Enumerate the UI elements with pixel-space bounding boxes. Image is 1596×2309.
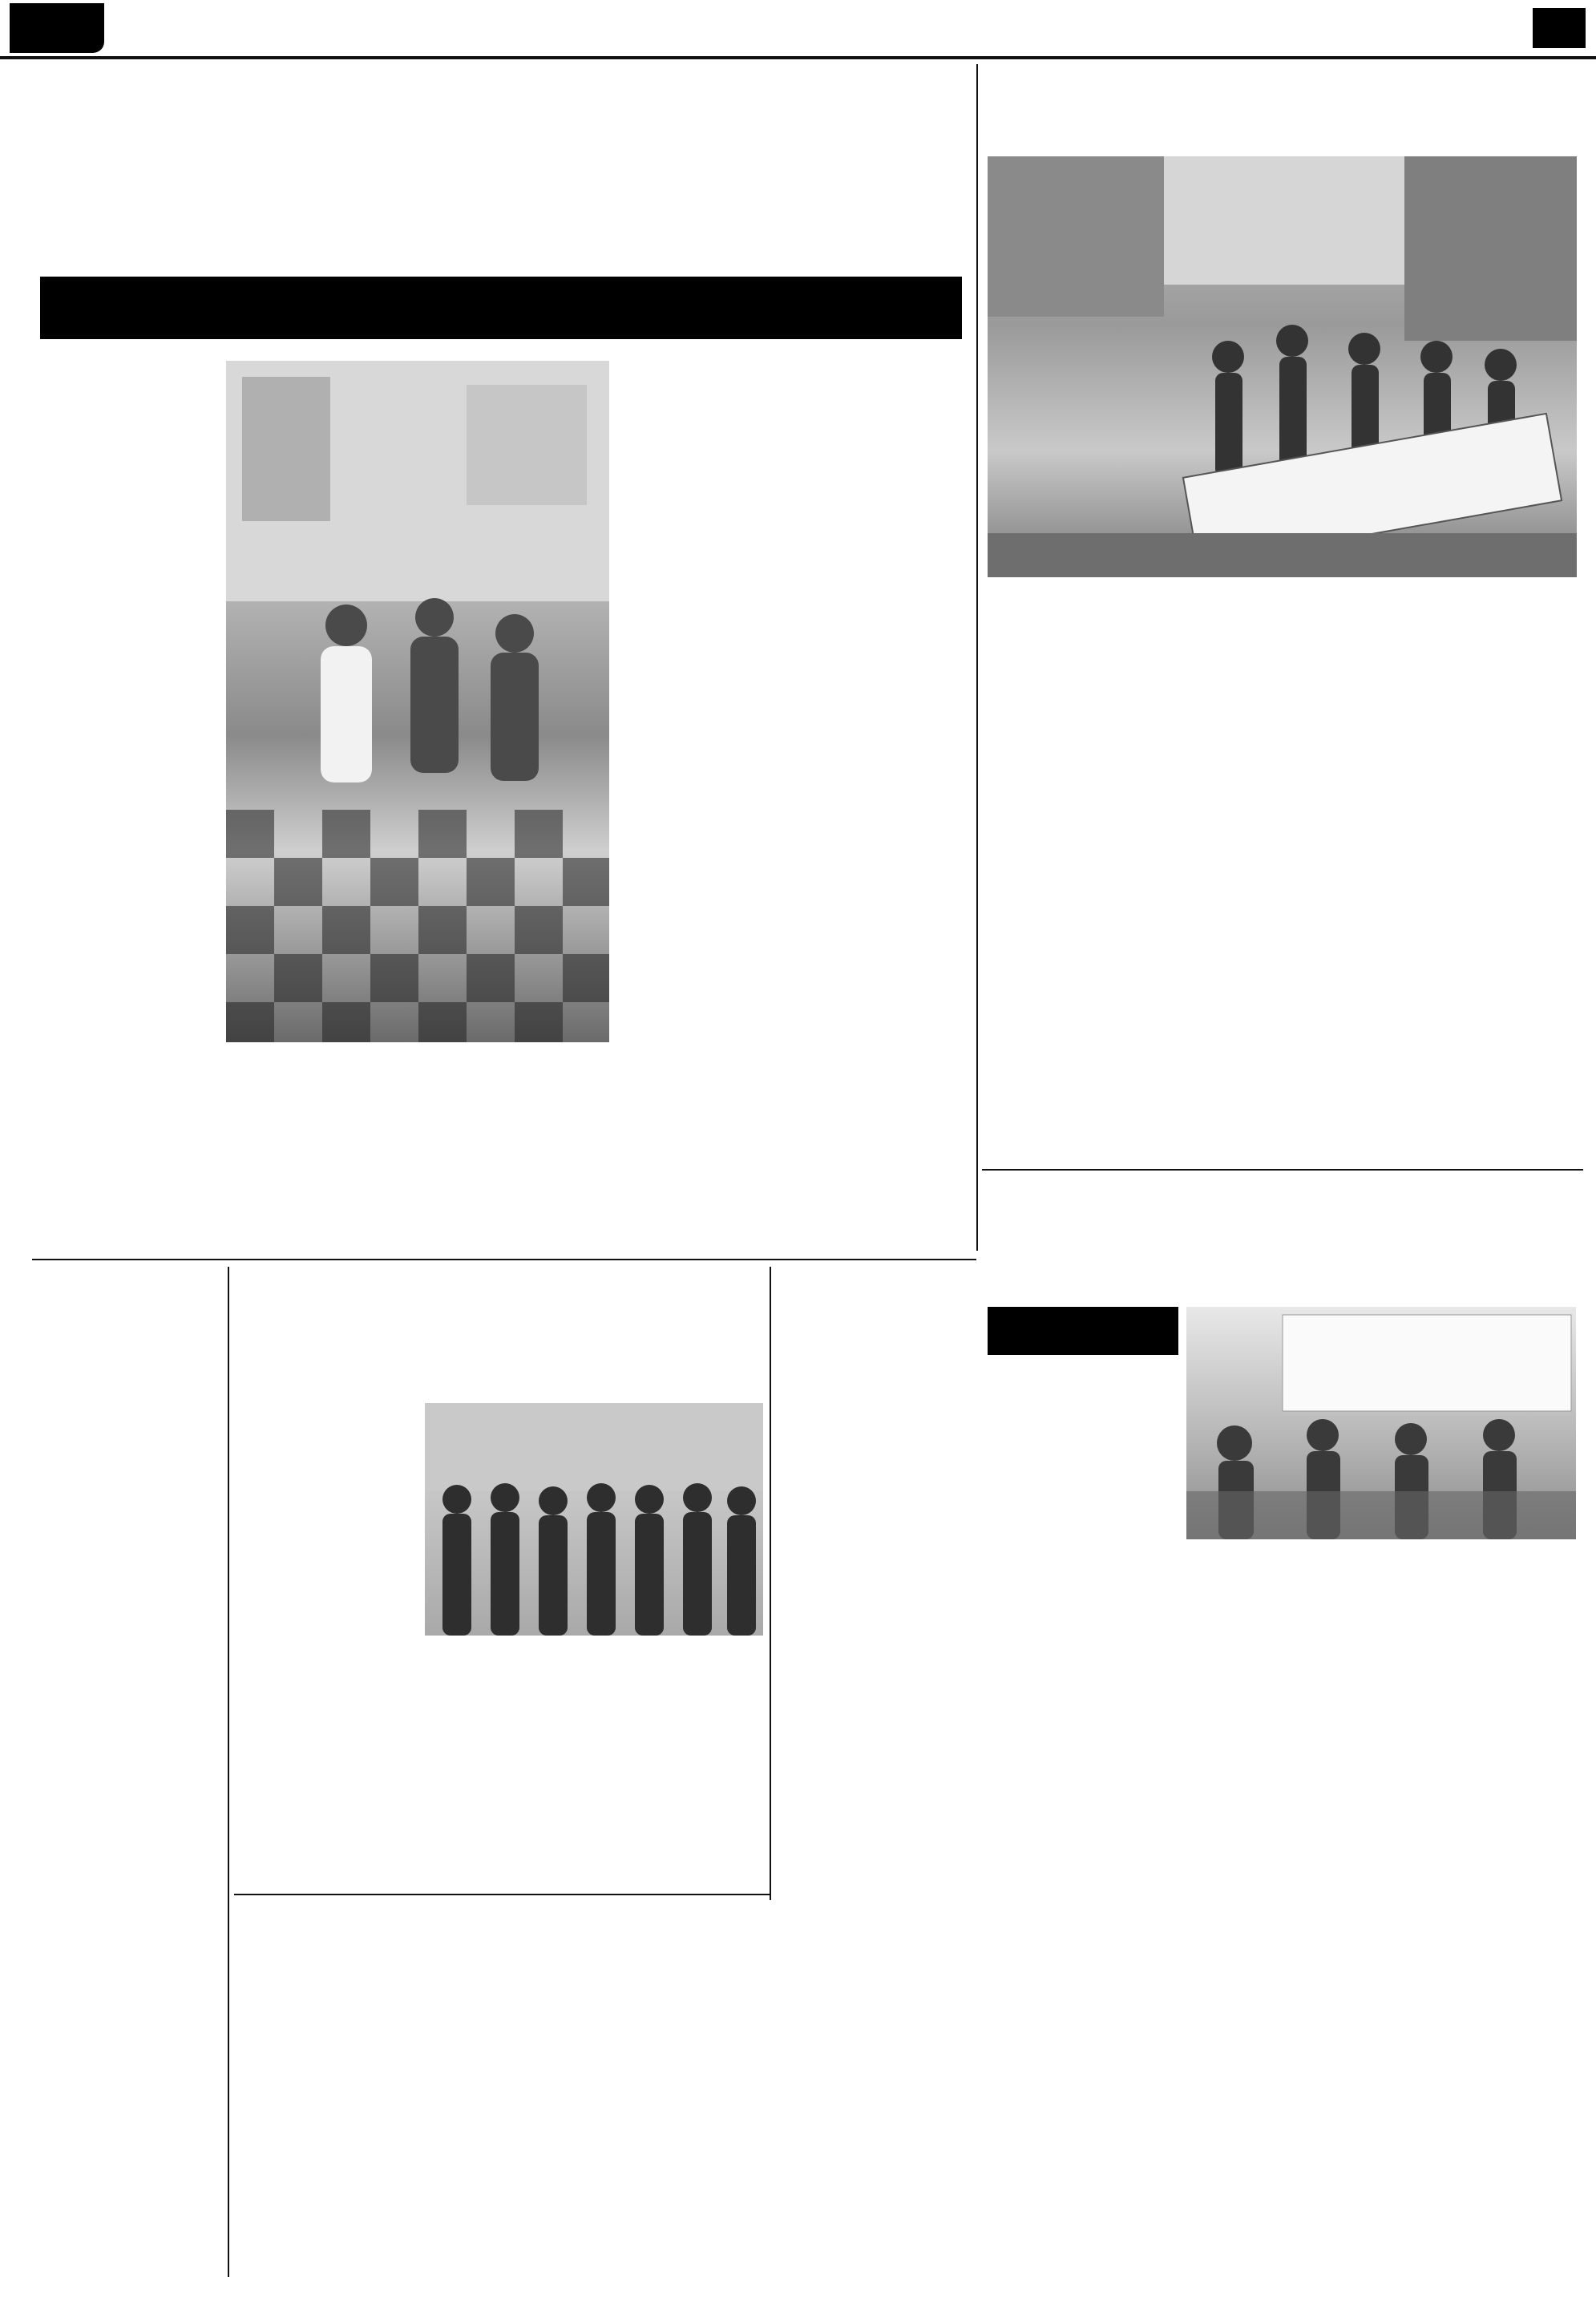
- date-line: [1174, 27, 1415, 48]
- lead-headline-2: [16, 176, 970, 257]
- dialysis-left-rule: [770, 1267, 771, 1900]
- lead-col-1: [40, 378, 216, 1252]
- dengue-col-3: [1384, 581, 1576, 1154]
- dengue-photo: [988, 156, 1577, 577]
- logo: [1435, 2, 1587, 55]
- lala-dengue-headline-1: [32, 1275, 224, 1355]
- dialysis-headline-2: [776, 1315, 976, 1347]
- barak-col-3: [597, 1644, 763, 1888]
- lead-col-3: [423, 1050, 609, 1255]
- dengue-col-2: [1186, 581, 1376, 1154]
- election-headline-2: [234, 1952, 770, 2000]
- masthead: [0, 0, 1596, 56]
- congress-col-2: [1186, 1547, 1376, 1982]
- dengue-col-1: [988, 581, 1178, 1154]
- dengue-headline: [988, 88, 1573, 140]
- barak-col-1: [234, 1403, 417, 1888]
- congress-col-3: [1384, 1547, 1576, 1982]
- barak-headline-2: [234, 1337, 763, 1393]
- congress-headline-1: [988, 1175, 1577, 1231]
- dengue-photo-art: [988, 156, 1577, 577]
- lead-headline-1: [16, 88, 970, 168]
- lead-photo: [226, 361, 609, 1042]
- lead-col-5: [790, 361, 962, 1255]
- election-top-rule: [234, 1894, 770, 1895]
- election-headline-1: [234, 1900, 770, 1948]
- congress-photo: [1186, 1307, 1576, 1539]
- congress-photo-art: [1186, 1307, 1576, 1539]
- dengue-bottom-rule: [982, 1169, 1583, 1171]
- dialysis-headline-3: [776, 1351, 976, 1383]
- section-title: [120, 5, 537, 51]
- lead-col-4: [619, 361, 779, 1255]
- barak-photo: [425, 1403, 763, 1636]
- lead-right-rule: [976, 64, 978, 1251]
- page-number: [10, 3, 104, 53]
- lala-dengue-body: [32, 1363, 221, 2261]
- lead-subheadline: [40, 277, 962, 339]
- hailakandi-label: [988, 1307, 1178, 1355]
- lala-top-rule: [32, 1259, 976, 1260]
- barak-col-2: [425, 1644, 589, 1888]
- dialysis-body: [776, 1391, 975, 1888]
- lead-byline: [72, 353, 192, 374]
- barak-headline-1: [234, 1275, 763, 1331]
- dialysis-headline-1: [776, 1279, 976, 1311]
- lead-photo-art: [226, 361, 609, 1042]
- congress-col-1: [988, 1361, 1178, 1982]
- lala-right-rule: [228, 1267, 229, 2277]
- logo-text: [1435, 2, 1531, 55]
- logo-badge-text: [1533, 19, 1586, 38]
- congress-headline-2: [988, 1235, 1577, 1291]
- lead-col-2: [226, 1050, 410, 1255]
- barak-photo-art: [425, 1403, 763, 1636]
- masthead-rule: [0, 56, 1596, 59]
